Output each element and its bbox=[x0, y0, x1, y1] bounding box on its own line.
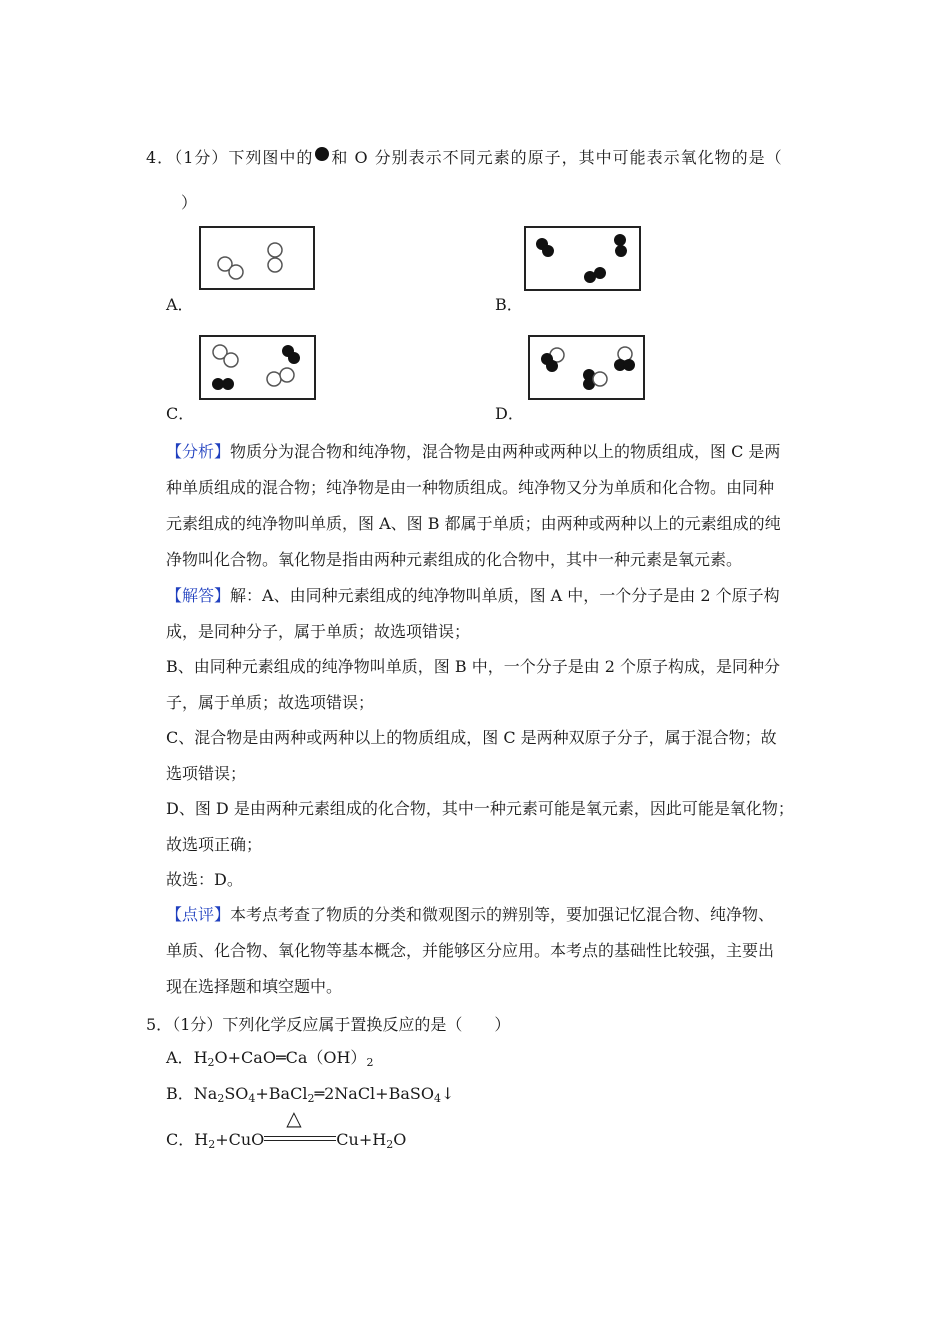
formula-subscript: 4 bbox=[248, 1092, 256, 1105]
q5-stem-line bbox=[146, 1012, 510, 1035]
formula-subscript: 2 bbox=[366, 1056, 374, 1069]
answer-line: B、由同种元素组成的纯净物叫单质，图 B 中，一个分子是由 2 个原子构成，是同种分 bbox=[166, 657, 781, 676]
answer-line: D、图 D 是由两种元素组成的化合物，其中一种元素可能是氧元素，因此可能是氧化物； bbox=[166, 799, 794, 818]
q5-number: 5． bbox=[146, 1015, 173, 1034]
answer-line: C、混合物是由两种或两种以上的物质组成，图 C 是两种双原子分子，属于混合物；故 bbox=[166, 728, 777, 747]
formula-part: SO bbox=[224, 1084, 249, 1103]
comment-line: 单质、化合物、氧化物等基本概念，并能够区分应用。本考点的基础性比较强，主要出 bbox=[166, 941, 775, 960]
down-arrow-icon: ↓ bbox=[440, 1084, 455, 1103]
q5-option-c-letter: C． bbox=[166, 1130, 195, 1149]
atom-black bbox=[542, 245, 554, 257]
analysis-tag: 【分析】 bbox=[166, 442, 231, 461]
option-c-diagram bbox=[199, 335, 316, 400]
formula-subscript: 2 bbox=[208, 1138, 216, 1151]
option-d-diagram bbox=[528, 335, 645, 400]
q5-option-a bbox=[166, 1048, 373, 1068]
q4-stem-part1: 下列图中的 bbox=[228, 148, 314, 167]
formula-part: +CuO bbox=[215, 1130, 265, 1149]
q5-option-c bbox=[166, 1106, 407, 1151]
answer-line: 故选：D。 bbox=[166, 870, 243, 889]
atom-black bbox=[222, 378, 234, 390]
q5-stem: （1分）下列化学反应属于置换反应的是（ ） bbox=[172, 1015, 511, 1034]
q4-score: （1分） bbox=[174, 148, 229, 167]
formula-part: H bbox=[193, 1048, 208, 1067]
formula-part: +BaCl bbox=[255, 1084, 308, 1103]
analysis-line: 净物叫化合物。氧化物是指由两种元素组成的化合物中，其中一种元素是氧元素。 bbox=[166, 550, 743, 569]
option-b-diagram bbox=[524, 226, 641, 291]
q4-number: 4． bbox=[146, 148, 175, 167]
q4-stem-close: ） bbox=[181, 193, 198, 212]
q5-option-a-letter: A． bbox=[166, 1048, 194, 1067]
analysis-line: 元素组成的纯净物叫单质，图 A、图 B 都属于单质；由两种或两种以上的元素组成的纯 bbox=[166, 514, 781, 533]
analysis-line bbox=[166, 442, 780, 462]
atom-white bbox=[268, 258, 282, 272]
answer-line: 子，属于单质；故选项错误； bbox=[166, 693, 375, 712]
option-a-label: A． bbox=[166, 295, 194, 314]
atom-white bbox=[618, 347, 632, 361]
analysis-line: 种单质组成的混合物；纯净物是由一种物质组成。纯净物又分为单质和化合物。由同种 bbox=[166, 478, 775, 497]
analysis-text: 物质分为混合物和纯净物，混合物是由两种或两种以上的物质组成，图 C 是两 bbox=[230, 442, 781, 461]
formula-part: 2NaCl+BaSO bbox=[324, 1084, 434, 1103]
comment-line: 现在选择题和填空题中。 bbox=[166, 977, 343, 996]
atom-white bbox=[229, 265, 243, 279]
atom-black bbox=[623, 359, 635, 371]
triangle-heat-icon: △ bbox=[286, 1106, 302, 1130]
comment-line bbox=[166, 905, 774, 925]
answer-line: 选项错误； bbox=[166, 764, 247, 783]
formula-subscript: 4 bbox=[433, 1092, 441, 1105]
atom-black bbox=[546, 360, 558, 372]
q5-option-b bbox=[166, 1084, 454, 1104]
atom-white bbox=[593, 372, 607, 386]
formula-subscript: 2 bbox=[217, 1092, 225, 1105]
atom-white bbox=[224, 353, 238, 367]
formula-part: Cu+H bbox=[336, 1130, 387, 1149]
formula-part: Na bbox=[193, 1084, 218, 1103]
heating-condition bbox=[264, 1106, 336, 1150]
formula-subscript: 2 bbox=[386, 1138, 394, 1151]
answer-tag: 【解答】 bbox=[166, 586, 231, 605]
option-c-label: C． bbox=[166, 404, 195, 423]
option-b-label: B． bbox=[495, 295, 523, 314]
formula-part: O+CaO bbox=[214, 1048, 276, 1067]
formula-part: Ca（OH） bbox=[285, 1048, 367, 1067]
equals-sign: ═ bbox=[314, 1084, 325, 1103]
option-d-label: D． bbox=[495, 404, 524, 423]
q5-option-b-letter: B． bbox=[166, 1084, 194, 1103]
answer-line bbox=[166, 586, 780, 606]
atom-white bbox=[280, 368, 294, 382]
equals-sign: ═ bbox=[275, 1048, 286, 1067]
atom-black bbox=[288, 352, 300, 364]
q4-stem-line bbox=[146, 145, 783, 168]
comment-tag: 【点评】 bbox=[166, 905, 231, 924]
double-line bbox=[264, 1136, 336, 1141]
atom-white bbox=[268, 243, 282, 257]
formula-subscript: 2 bbox=[307, 1092, 315, 1105]
filled-circle-icon bbox=[315, 147, 329, 161]
formula-subscript: 2 bbox=[207, 1056, 215, 1069]
answer-text: 解：A、由同种元素组成的纯净物叫单质，图 A 中，一个分子是由 2 个原子构 bbox=[230, 586, 780, 605]
formula-part: H bbox=[194, 1130, 209, 1149]
q4-stem-part2: 和 O 分别表示不同元素的原子，其中可能表示氧化物的是（ bbox=[331, 148, 783, 167]
option-a-diagram bbox=[199, 226, 315, 290]
atom-white bbox=[267, 372, 281, 386]
answer-line: 成，是同种分子，属于单质；故选项错误； bbox=[166, 622, 471, 641]
comment-text: 本考点考查了物质的分类和微观图示的辨别等，要加强记忆混合物、纯净物、 bbox=[230, 905, 775, 924]
answer-line: 故选项正确； bbox=[166, 835, 263, 854]
atom-black bbox=[594, 267, 606, 279]
atom-black bbox=[615, 245, 627, 257]
formula-part: O bbox=[393, 1130, 407, 1149]
atom-black bbox=[614, 234, 626, 246]
